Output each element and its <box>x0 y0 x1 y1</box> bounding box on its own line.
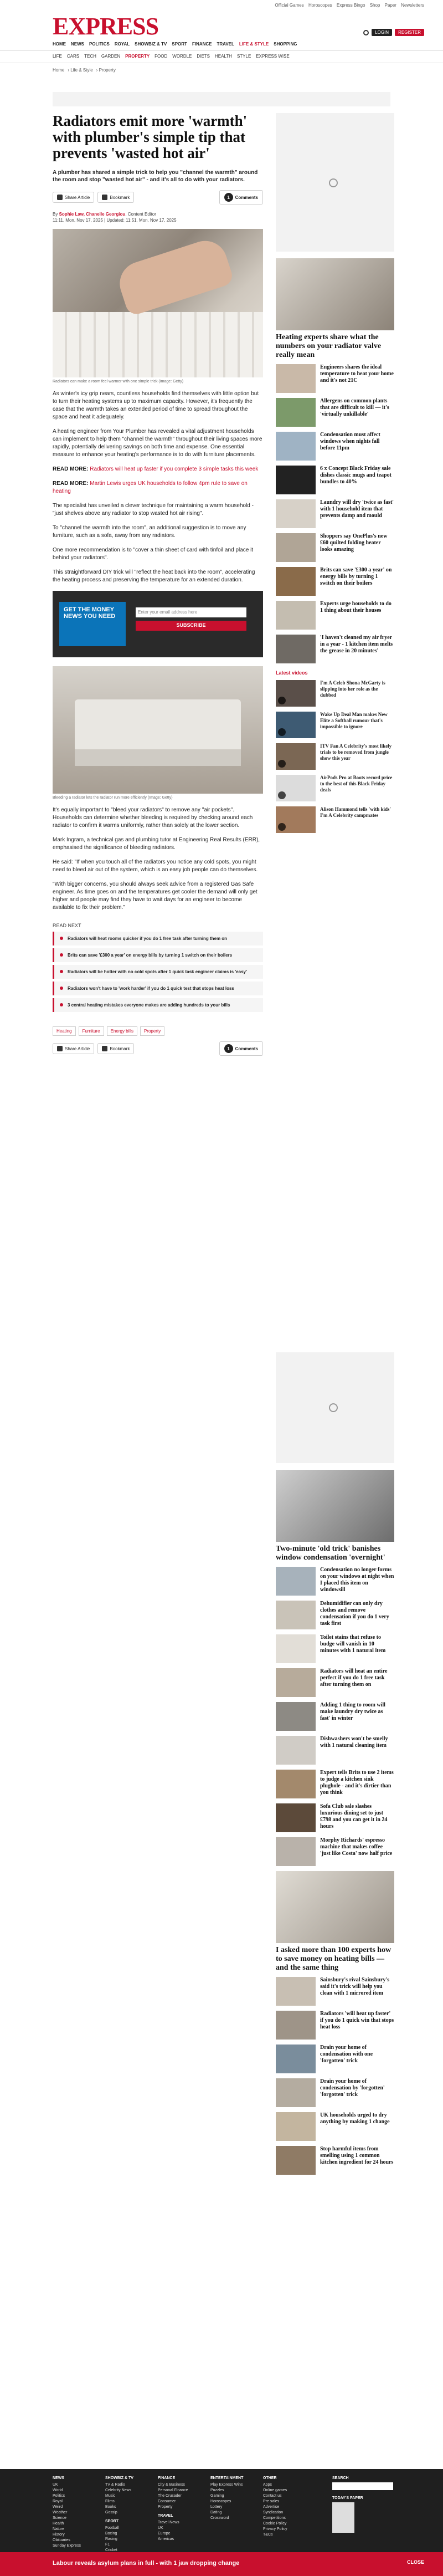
paragraph: The specialist has unveiled a clever technique for maintaining a warm household - "just shelves above any radiator to stop wasted hot air rising". <box>53 503 254 517</box>
sidebar-story[interactable]: Adding 1 thing to room will make laundry dry twice as fast' in winter <box>276 1702 394 1731</box>
paragraph: A heating engineer from Your Plumber has revealed a vital adjustment households can implement to help them "channel the warmth" throughout their living spaces more rapidly, potentially delivering savings on both time and expense. One essential measure to enhance your heating's performance is to do with furniture placements. <box>53 428 262 458</box>
loading-icon <box>329 1403 338 1412</box>
sidebar-story[interactable]: Condensation no longer forms on your windows at night when I placed this item on windowsill <box>276 1567 394 1596</box>
feature-title[interactable]: Heating experts share what the numbers on your radiator valve really mean <box>276 333 382 359</box>
article-title: Radiators emit more 'warmth' with plumber's simple tip that prevents 'wasted hot air' <box>53 113 248 161</box>
share-label: Share Article <box>65 195 90 200</box>
breadcrumb-link[interactable]: Home <box>53 68 65 73</box>
subnav-item[interactable]: DIETS <box>197 54 210 59</box>
subnav-item[interactable]: WORDLE <box>172 54 192 59</box>
author-link[interactable]: Sophie Law, Chanelle Georgiou <box>59 212 126 217</box>
sidebar-story[interactable]: Radiators will heat an entire perfect if you do 1 free task after turning them on <box>276 1668 394 1697</box>
sidebar-story[interactable]: Brits can save '£300 a year' on energy bills by turning 1 switch on their boilers <box>276 567 394 596</box>
nav-item[interactable]: POLITICS <box>89 42 110 47</box>
sidebar-story[interactable]: Shoppers say OnePlus's new £60 quilted folding heater looks amazing <box>276 533 394 562</box>
footer-col: ENTERTAINMENT Play Express Wins Puzzles Gaming Horoscopes Lottery Dating Crossword <box>210 2476 244 2520</box>
footer-search-input[interactable] <box>332 2482 393 2490</box>
sidebar-story[interactable]: Expert tells Brits to use 2 items to judge a kitchen sink plughole - and it's dirtier than you think <box>276 1770 394 1798</box>
share-icon <box>57 1046 63 1051</box>
paragraph: As winter's icy grip nears, countless households find themselves with little option but to turn their heating systems up to maximum capacity. However, it's frequently the case that the warmth takes an extended period of time to spread throughout the space and heat it adequately. <box>53 391 259 420</box>
footer-col: OTHER Apps Online games Contact us Pre sales Advertise Syndication Competitions Cookie Policy Privacy Policy T&Cs <box>263 2476 287 2537</box>
sidebar-story[interactable]: Sofa Club sale slashes luxurious dining set to just £798 and you can get it in 24 hours <box>276 1803 394 1832</box>
read-more-text[interactable]: Radiators will heat up faster if you complete 3 simple tasks this week <box>90 466 259 472</box>
sidebar-story[interactable]: Drain your home of condensation by 'forgotten' 'forgotten' trick <box>276 2078 394 2107</box>
video-item[interactable]: AirPods Pro at Boots record price to the best of this Black Friday deals <box>276 775 394 801</box>
nav-item[interactable]: SHOWBIZ & TV <box>135 42 167 47</box>
nav-item[interactable]: HOME <box>53 42 66 47</box>
read-more-text[interactable]: Martin Lewis urges UK households to follow 4pm rule to save on heating <box>53 481 248 494</box>
hero-image <box>53 229 263 377</box>
account-area <box>363 29 424 36</box>
email-input[interactable]: Enter your email address here <box>136 607 246 617</box>
footer-col: NEWS UK World Politics Royal Weird Weather Science Health Nature History Obituaries Sunday Express <box>53 2476 81 2548</box>
utility-strip <box>0 0 443 12</box>
tag-list <box>53 1026 263 1036</box>
sidebar-ad <box>276 113 394 252</box>
feature-title[interactable]: I asked more than 100 experts how to save money on heating bills — and the same thing <box>276 1946 392 1972</box>
article-dates: 11:11, Mon, Nov 17, 2025 | Updated: 11:51, Mon, Nov 17, 2025 <box>53 218 177 223</box>
nav-item[interactable]: FINANCE <box>192 42 212 47</box>
comments-button[interactable] <box>219 190 263 205</box>
paragraph: This straightforward DIY trick will "reflect the heat back into the room", accelerating the heating process and preserving the temperature for an extended duration. <box>53 569 255 583</box>
paragraph: He said: "If when you touch all of the radiators you notice any cold spots, you might need to bleed air out of the system, which is an easy job people can do themselves. <box>53 859 258 873</box>
comments-count: 1 <box>224 193 233 202</box>
article-standfirst: A plumber has shared a simple trick to help you "channel the warmth" around the room and stop "wasted hot air" - and it's all to do with your radiators. <box>53 170 258 183</box>
sidebar <box>276 113 394 838</box>
subnav-item[interactable]: GARDEN <box>101 54 121 59</box>
sidebar-ad <box>276 1352 394 1463</box>
play-icon <box>278 728 286 736</box>
nav-item[interactable]: ROYAL <box>114 42 130 47</box>
sidebar-story[interactable]: 6 x Concept Black Friday sale dishes classic mugs and teapot bundles to 40% <box>276 466 394 494</box>
tag[interactable]: Energy bills <box>107 1026 137 1036</box>
breadcrumb: Home › Life & Style › Property <box>53 68 116 73</box>
video-item[interactable]: Alison Hammond tells 'with kids' I'm A Celebrity campmates <box>276 806 394 833</box>
play-icon <box>278 823 286 831</box>
nav-item-active[interactable]: LIFE & STYLE <box>239 42 269 47</box>
sidebar-story[interactable]: Dehumidifier can only dry clothes and remove condensation if you do 1 very task first <box>276 1601 394 1629</box>
tag[interactable]: Heating <box>53 1026 76 1036</box>
paragraph: To "channel the warmth into the room", an additional suggestion is to move any furniture, such as a sofa, away from any radiators. <box>53 525 246 539</box>
utility-link[interactable]: Express Bingo <box>336 3 365 8</box>
read-next-title: READ NEXT <box>53 923 81 928</box>
subnav-item[interactable]: EXPRESS WISE <box>256 54 290 59</box>
close-button[interactable]: CLOSE <box>406 2559 424 2565</box>
sidebar-story[interactable]: Condensation must affect windows when nights fall before 11pm <box>276 432 394 461</box>
loading-icon <box>329 178 338 187</box>
footer-search: SEARCH TODAY'S PAPER <box>332 2476 393 2533</box>
breaking-news-text[interactable]: Labour reveals asylum plans in full - with 1 jaw dropping change <box>53 2560 240 2567</box>
utility-link[interactable]: Newsletters <box>401 3 424 8</box>
utility-link[interactable]: Official Games <box>275 3 304 8</box>
breaking-news-bar[interactable] <box>0 2552 443 2576</box>
feature-image <box>276 258 394 330</box>
author-role: Content Editor <box>127 212 156 217</box>
share-button[interactable]: Share Article <box>53 1043 94 1054</box>
sidebar-story[interactable]: Stop harmful items from smelling using 1 common kitchen ingredient for 24 hours <box>276 2146 394 2175</box>
read-next <box>53 923 263 1012</box>
paragraph: One more recommendation is to "cover a thin sheet of card with tinfoil and place it behind your radiators". <box>53 547 254 561</box>
nav-item[interactable]: TRAVEL <box>217 42 234 47</box>
footer-col: SHOWBIZ & TV TV & Radio Celebrity News Music Films Books Gossip SPORT Football Boxing Racing F1 Cricket <box>105 2476 133 2552</box>
sidebar-story[interactable]: Experts urge households to do 1 thing about their houses <box>276 601 394 630</box>
feature-image <box>276 1871 394 1943</box>
videos-heading: Latest videos <box>276 670 308 676</box>
video-item[interactable]: Wake Up Deal Man makes New Elite a Softball rumour that's impossible to ignore <box>276 712 394 738</box>
comments-label: Comments <box>235 195 258 200</box>
subscribe-button[interactable]: SUBSCRIBE <box>136 621 246 631</box>
share-button[interactable] <box>53 192 94 203</box>
nav-item[interactable]: SHOPPING <box>274 42 297 47</box>
share-icon <box>57 195 63 200</box>
secondary-nav <box>0 51 443 63</box>
read-more-link[interactable] <box>53 466 263 473</box>
by-prefix: By <box>53 212 58 217</box>
subnav-item[interactable]: TECH <box>84 54 96 59</box>
paragraph: "With bigger concerns, you should always seek advice from a registered Gas Safe engineer. As time goes on and the temperatures get cooler the demand will only get higher and people may find they have to wait days for an engineer to become available to fix their problem." <box>53 881 257 911</box>
utility-link[interactable]: Shop <box>369 3 380 8</box>
read-next-item[interactable]: 3 central heating mistakes everyone makes are adding hundreds to your bills <box>53 998 263 1012</box>
article <box>53 113 263 1062</box>
footer-col: FINANCE City & Business Personal Finance The Crusader Consumer Property TRAVEL Travel News UK Europe Americas <box>158 2476 188 2541</box>
utility-link[interactable]: Paper <box>384 3 396 8</box>
subnav-item-active[interactable]: PROPERTY <box>125 54 150 59</box>
bookmark-icon <box>102 1046 107 1051</box>
tag[interactable]: Furniture <box>79 1026 104 1036</box>
sidebar-story[interactable]: Toilet stains that refuse to budge will vanish in 10 minutes with 1 natural item <box>276 1634 394 1663</box>
sidebar-story[interactable]: Drain your home of condensation with one 'forgotten' trick <box>276 2045 394 2073</box>
sidebar-story[interactable]: Sainsbury's rival Sainsbury's said it's trick will help you clean with 1 mirrored item <box>276 1977 394 2006</box>
sidebar-lower <box>276 1352 394 2180</box>
sidebar-feature[interactable] <box>276 1470 394 1562</box>
read-next-item[interactable]: Radiators won't have to 'work harder' if you do 1 quick test that stops heat loss <box>53 982 263 995</box>
breadcrumb-link[interactable]: Life & Style <box>70 68 93 73</box>
bookmark-label: Bookmark <box>110 195 130 200</box>
bookmark-button[interactable]: Bookmark <box>97 1043 134 1054</box>
image-caption: Radiators can make a room feel warmer with one simple trick (Image: Getty) <box>53 380 184 384</box>
sidebar-feature[interactable] <box>276 1871 394 1972</box>
ad-banner <box>53 92 390 106</box>
play-icon <box>278 697 286 704</box>
share-row <box>53 190 263 205</box>
site-footer <box>0 2469 443 2552</box>
sidebar-story[interactable]: Dishwashers won't be smelly with 1 natural cleaning item <box>276 1736 394 1765</box>
login-button[interactable]: LOGIN <box>372 29 392 36</box>
sidebar-story[interactable]: UK households urged to dry anything by making 1 change <box>276 2112 394 2141</box>
read-next-item[interactable]: Brits can save '£300 a year' on energy bills by turning 1 switch on their boilers <box>53 948 263 962</box>
paragraph: It's equally important to "bleed your radiators" to remove any "air pockets". Households can determine whether bleeding is required by checking around each radiator to confirm it warms uniformly, rather than solely at the lower section. <box>53 807 253 829</box>
subnav-item[interactable]: STYLE <box>236 54 251 59</box>
paragraph: Mark Ingram, a technical gas and plumbing tutor at Engineering Real Results (ERR), emphasised the significance of bleeding radiators. <box>53 837 260 851</box>
article-image <box>53 666 263 794</box>
sidebar-story[interactable]: Engineers shares the ideal temperature to heat your home and it's not 21C <box>276 364 394 393</box>
tag[interactable]: Property <box>140 1026 164 1036</box>
video-item[interactable]: I'm A Celeb Shona McGarty is slipping into her role as the dubbed <box>276 680 394 707</box>
sidebar-feature[interactable] <box>276 258 394 360</box>
read-next-item[interactable]: Radiators will be hotter with no cold spots after 1 quick task engineer claims is 'easy' <box>53 965 263 979</box>
register-button[interactable]: REGISTER <box>395 29 424 36</box>
share-row-bottom <box>53 1041 263 1056</box>
feature-title[interactable]: Two-minute 'old trick' banishes window condensation 'overnight' <box>276 1545 385 1562</box>
subnav-item[interactable]: CARS <box>66 54 80 59</box>
sidebar-story[interactable]: Morphy Richards' espresso machine that makes coffee 'just like Costa' now half price <box>276 1837 394 1866</box>
read-next-item[interactable]: Radiators will heat rooms quicker if you do 1 free task after turning them on <box>53 932 263 945</box>
sidebar-story[interactable]: Allergens on common plants that are difficult to kill — it's 'virtually unkillable' <box>276 398 394 427</box>
breadcrumb-link[interactable]: Property <box>99 68 116 73</box>
video-item[interactable]: ITV Fan A Celebrity's most likely trials to be removed from jungle show this year <box>276 743 394 770</box>
subnav-item[interactable]: HEALTH <box>214 54 232 59</box>
play-icon <box>278 791 286 799</box>
read-more-label: READ MORE: <box>53 466 89 472</box>
sidebar-story[interactable]: 'I haven't cleaned my air fryer in a year - 1 kitchen item melts the grease in 20 minutes' <box>276 635 394 663</box>
newsletter-headline: GET THE MONEY NEWS YOU NEED <box>59 602 126 646</box>
bookmark-button[interactable] <box>97 192 134 203</box>
subnav-item[interactable]: FOOD <box>154 54 168 59</box>
read-more-link[interactable] <box>53 480 263 495</box>
site-logo[interactable]: EXPRESS <box>53 13 159 40</box>
read-more-label: READ MORE: <box>53 481 89 487</box>
image-caption: Bleeding a radiator lets the radiator run more efficiently (Image: Getty) <box>53 796 173 800</box>
play-icon <box>278 760 286 768</box>
sidebar-story[interactable]: Radiators 'will heat up faster' if you do 1 quick win that stops heat loss <box>276 2011 394 2040</box>
search-icon[interactable] <box>363 30 369 35</box>
todays-paper-thumbnail[interactable] <box>332 2502 354 2533</box>
sidebar-story[interactable]: Laundry will dry 'twice as fast' with 1 household item that prevents damp and mould <box>276 499 394 528</box>
byline: By Sophie Law, Chanelle Georgiou, Content Editor 11:11, Mon, Nov 17, 2025 | Updated: 11:51, Mon, Nov 17, 2025 <box>53 212 177 223</box>
utility-link[interactable]: Horoscopes <box>308 3 332 8</box>
nav-item[interactable]: NEWS <box>71 42 84 47</box>
feature-image <box>276 1470 394 1542</box>
subnav-item[interactable]: LIFE <box>53 54 62 59</box>
comments-button[interactable]: 1 Comments <box>219 1041 263 1056</box>
primary-nav <box>0 39 443 51</box>
bookmark-icon <box>102 195 107 200</box>
newsletter-signup <box>53 591 263 657</box>
masthead <box>0 12 443 39</box>
nav-item[interactable]: SPORT <box>172 42 187 47</box>
